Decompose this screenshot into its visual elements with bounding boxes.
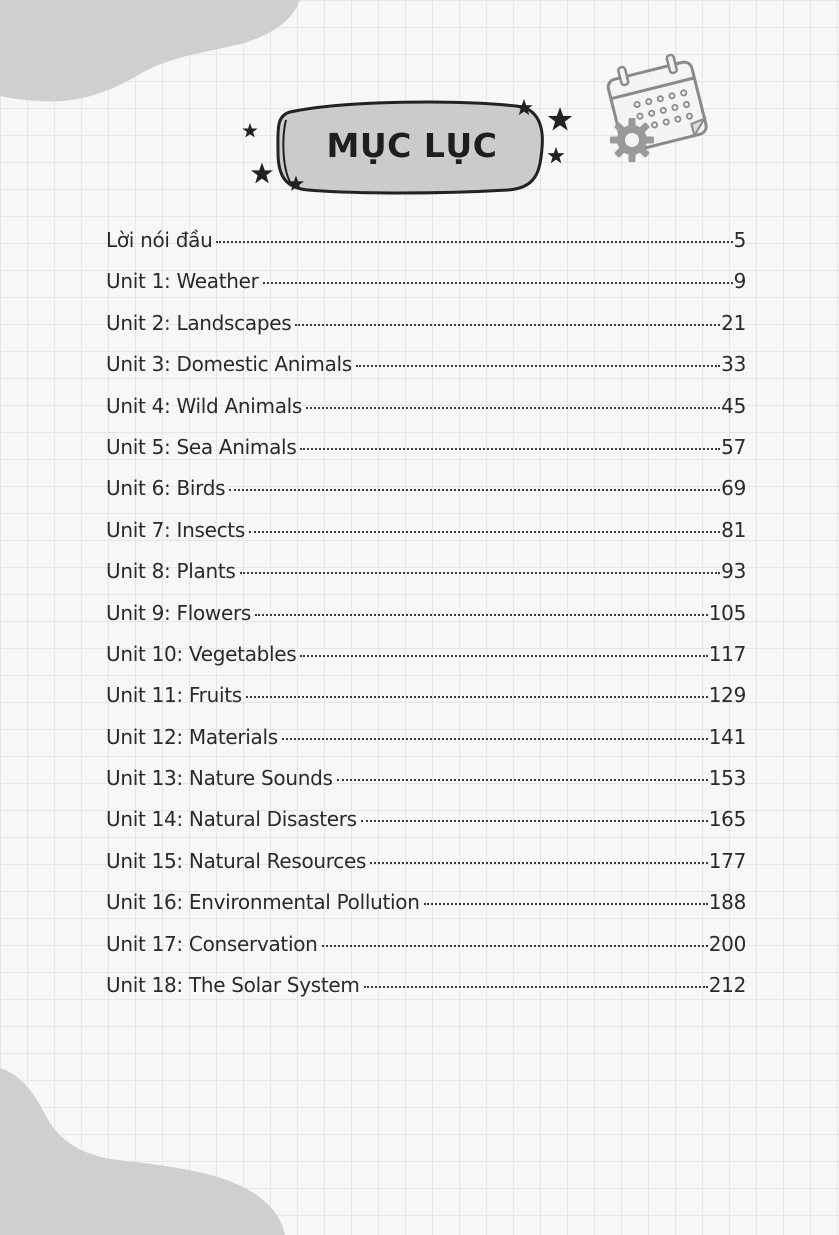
star-icon xyxy=(242,123,257,137)
toc-entry xyxy=(106,220,746,261)
toc-entry xyxy=(106,758,746,799)
toc-entry-title: Unit 9: Flowers xyxy=(106,600,251,625)
dot-leader xyxy=(246,696,708,698)
toc-entry-page: 69 xyxy=(721,476,746,501)
toc-entry-page: 9 xyxy=(733,269,746,294)
toc-entry-page: 153 xyxy=(708,766,746,791)
toc-entry-page: 188 xyxy=(708,890,746,915)
dot-leader xyxy=(361,820,708,822)
toc-entry-page: 105 xyxy=(708,600,746,625)
toc-entry-title: Unit 11: Fruits xyxy=(106,683,242,708)
star-icon xyxy=(547,147,564,163)
toc-entry-title: Unit 4: Wild Animals xyxy=(106,393,303,418)
toc-entry xyxy=(106,965,746,1006)
toc-entry xyxy=(106,841,746,882)
dot-leader xyxy=(356,365,720,367)
toc-entry-title: Unit 13: Nature Sounds xyxy=(106,766,333,791)
corner-blob-top xyxy=(0,0,300,102)
toc-entry xyxy=(106,510,746,551)
toc-entry-page: 177 xyxy=(708,848,746,873)
toc-entry xyxy=(106,717,746,758)
toc-entry-title: Unit 2: Landscapes xyxy=(106,310,292,335)
toc-entry-page: 5 xyxy=(733,228,746,252)
dot-leader xyxy=(229,489,720,491)
dot-leader xyxy=(216,241,732,243)
toc-entry-page: 93 xyxy=(721,559,746,584)
page-title: MỤC LỤC xyxy=(326,125,498,165)
toc-entry-title: Unit 7: Insects xyxy=(106,517,245,542)
toc-entry-title: Unit 1: Weather xyxy=(106,269,259,294)
toc-entry-page: 21 xyxy=(721,310,746,335)
toc-entry-page: 33 xyxy=(721,352,746,377)
toc-entry xyxy=(106,261,746,302)
toc-entry-page: 212 xyxy=(708,973,746,998)
toc-entry xyxy=(106,882,746,923)
toc-entry xyxy=(106,551,746,592)
toc-entry-page: 57 xyxy=(721,434,746,459)
toc-entry-page: 45 xyxy=(721,393,746,418)
toc-entry-title: Unit 18: The Solar System xyxy=(106,973,360,998)
toc-entry xyxy=(106,468,746,509)
calendar-gear-icon xyxy=(600,48,712,164)
dot-leader xyxy=(300,655,707,657)
toc-entry-page: 141 xyxy=(708,724,746,749)
toc-entry-page: 81 xyxy=(721,517,746,542)
toc-entry-title: Unit 17: Conservation xyxy=(106,931,318,956)
table-of-contents xyxy=(106,220,746,1006)
dot-leader xyxy=(263,282,733,284)
toc-entry xyxy=(106,427,746,468)
corner-blob-bottom xyxy=(0,1068,285,1235)
toc-entry-title: Unit 12: Materials xyxy=(106,724,278,749)
toc-entry-title: Unit 10: Vegetables xyxy=(106,641,297,666)
toc-entry xyxy=(106,593,746,634)
dot-leader xyxy=(255,614,708,616)
toc-entry xyxy=(106,675,746,716)
toc-entry-page: 165 xyxy=(708,807,746,832)
toc-entry-page: 117 xyxy=(708,641,746,666)
toc-entry-title: Unit 14: Natural Disasters xyxy=(106,807,357,832)
toc-entry-title: Unit 6: Birds xyxy=(106,476,226,501)
toc-entry-title: Unit 15: Natural Resources xyxy=(106,848,367,873)
toc-entry-title: Unit 8: Plants xyxy=(106,559,236,584)
dot-leader xyxy=(282,738,708,740)
toc-entry xyxy=(106,386,746,427)
toc-entry-title: Lời nói đầu xyxy=(106,228,213,252)
toc-entry xyxy=(106,344,746,385)
dot-leader xyxy=(424,903,708,905)
star-icon xyxy=(251,163,273,184)
title-badge xyxy=(238,96,578,200)
toc-entry xyxy=(106,924,746,965)
dot-leader xyxy=(249,531,720,533)
toc-entry xyxy=(106,799,746,840)
dot-leader xyxy=(370,862,708,864)
dot-leader xyxy=(295,324,720,326)
toc-entry xyxy=(106,634,746,675)
dot-leader xyxy=(300,448,720,450)
dot-leader xyxy=(337,779,708,781)
toc-entry-title: Unit 5: Sea Animals xyxy=(106,434,297,459)
dot-leader xyxy=(322,945,708,947)
gear-icon xyxy=(610,118,654,162)
toc-entry-title: Unit 3: Domestic Animals xyxy=(106,352,352,377)
dot-leader xyxy=(306,407,720,409)
toc-entry-page: 200 xyxy=(708,931,746,956)
toc-entry-title: Unit 16: Environmental Pollution xyxy=(106,890,420,915)
star-icon xyxy=(548,107,573,131)
toc-entry xyxy=(106,303,746,344)
dot-leader xyxy=(364,986,708,988)
dot-leader xyxy=(240,572,721,574)
toc-entry-page: 129 xyxy=(708,683,746,708)
